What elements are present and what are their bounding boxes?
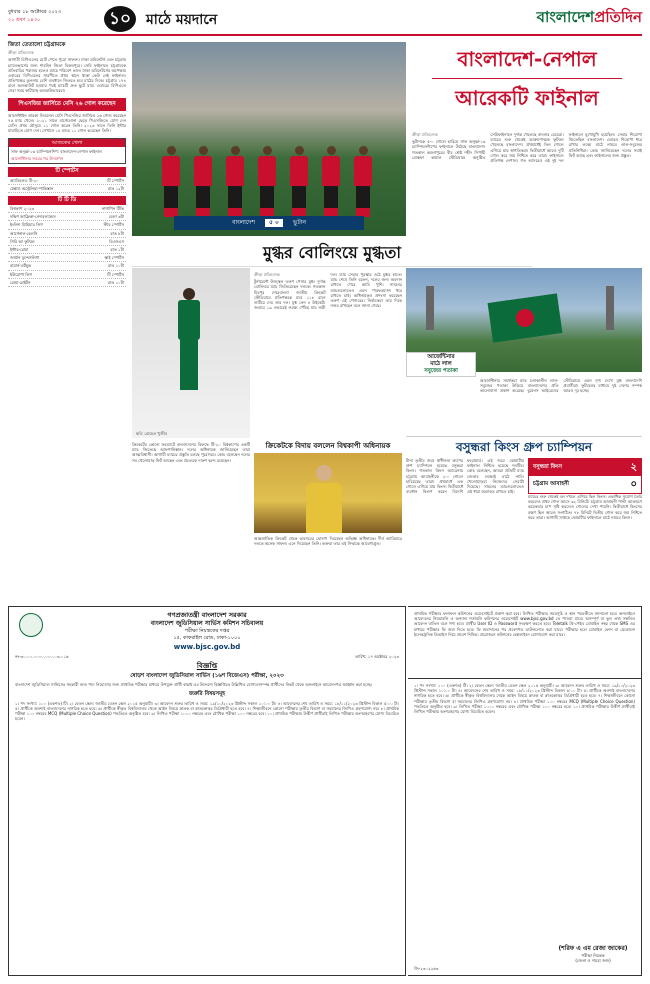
bowler-photo [132, 268, 250, 438]
photo-side-text: আর্জেন্টিনার সমর্থকরা ম্যাচ চলাকালীন লাল-সবুজের পতাকা উড়িয়ে বাংলাদেশের প্রতি ভালোবাসা প্রকাশ করেছে। বুয়েনস আইরেসের স্টেডিয়ামে এমন দৃশ্য দেখে মুগ্ধ বাংলাদেশি প্রবাসীরা। ফুটবলের মাধ্যমে দুই দেশের সম্পর্ক আরও দৃঢ় হচ্ছে। [480, 378, 642, 394]
player-figure [224, 146, 246, 218]
lead-story-text [412, 132, 642, 242]
story-headline: জিতা তেতালো চট্টগ্রামকে [8, 42, 66, 48]
kings-headline: বসুন্ধরা কিংস গ্রুপ চ্যাম্পিয়ন [406, 436, 642, 456]
tv-schedule-row: রোমা-ব্রাইটন রাত ১০টা [8, 279, 126, 287]
masthead [8, 6, 642, 36]
notice-body: ১। পদ সংখ্যা: ১০০ (একশত) টি। ২। বেতন স্কেল: জাতীয় বেতন স্কেল ২০১৫ অনুযায়ী। ৩। আবেদন শুরুর তারিখ ও সময়: ১৯/১০/২০২৩ খ্রিস্টাব্দ সকাল ১০:০০ টা। ৪। আবেদনের শেষ তারিখ ও সময়: ১৮/১১/২০২৩ খ্রিস্টাব্দ বিকাল ৫:০০ টা। ৫। প্রার্থীকে অবশ্যই বাংলাদেশের নাগরিক হতে হবে। ৬। প্রার্থীকে স্বীকৃত বিশ্ববিদ্যালয় থেকে আইন বিষয়ে স্নাতক বা স্নাতকোত্তর ডিগ্রিধারী হতে হবে। ৭। শিক্ষাজীবনে কোনো পরীক্ষায় তৃতীয় বিভাগ বা সমমানের জিপিএ গ্রহণযোগ্য নয়। ৮। প্রাথমিক পরীক্ষা ১০০ নম্বরের MCQ (Multiple Choice Question) পদ্ধতিতে অনুষ্ঠিত হবে। ৯। লিখিত পরীক্ষা ১০০০ নম্বরের এবং মৌখিক পরীক্ষা ১০০ নম্বরের হবে। ১০। প্রাথমিক পরীক্ষায় উত্তীর্ণ প্রার্থীরাই লিখিত পরীক্ষায় অংশগ্রহণের যোগ্য বিবেচিত হবেন। [15, 700, 399, 722]
byline: ক্রীড়া প্রতিবেদক [254, 272, 280, 277]
signature-block: (শরিফ এ এম রেজা জাকের) পরীক্ষা নিয়ন্ত্রক (জেলা ও দায়রা জজ) [558, 944, 628, 963]
tv-schedule-row: ইংলিশ প্রিমিয়ার লিগ স্টার স্পোর্টস [8, 221, 126, 229]
bangladesh-flag [488, 293, 563, 342]
score-row: চট্টগ্রাম আবাহনী ০ [533, 479, 637, 490]
notice-header: গণপ্রজাতন্ত্রী বাংলাদেশ সরকার [167, 611, 247, 619]
box-title: আজকের খেলা [9, 139, 125, 148]
notice-address: ১৫, কাকরাইল রোড, ঢাকা-১০০০ [173, 635, 241, 641]
tv-schedule-list [8, 205, 126, 287]
issue-date: বুধবার ১৮ অক্টোবর ২০২৩ [8, 9, 62, 15]
newspaper-logo: বাংলাদেশপ্রতিদিন [536, 8, 642, 26]
tv-schedule-row: ইন্টার-রোমা রাত ১টা [8, 246, 126, 254]
away-team: ভুটান [292, 219, 306, 227]
notice-ref-row: নং-৩০.০০.০০০০.০০০.০৩.০১৬ তারিখ: ১৭ অক্টোবর ২০২৩ [15, 654, 399, 659]
cricket-headline: মুগ্ধর বোলিংয়ে মুগ্ধতা [132, 240, 532, 267]
notice-body: প্রাথমিক পরীক্ষার ফলাফল কমিশনের ওয়েবসাইটে প্রকাশ করা হবে। লিখিত পরীক্ষার সময়সূচি ও স্থান পরবর্তীতে জানানো হবে। অনলাইনে আবেদনের নিয়মাবলি ও অন্যান্য শর্তাবলি কমিশনের ওয়েবসাইট www.bjsc.gov.bd তে পাওয়া যাবে। অসম্পূর্ণ বা ভুল তথ্য সম্বলিত আবেদন বাতিল বলে গণ্য হবে। প্রার্থীর User ID ও Password সংরক্ষণ করতে হবে। Teletalk প্রি-পেইড মোবাইল নম্বর থেকে SMS এর মাধ্যমে পরীক্ষার ফি জমা দিতে হবে। ফি জমাদানের পর প্রবেশপত্র ডাউনলোড করা যাবে। পরীক্ষার হলে মোবাইল ফোন বা যেকোনো ইলেকট্রনিক ডিভাইস নিয়ে প্রবেশ নিষিদ্ধ। প্রয়োজনে কমিশনের হেল্পলাইনে যোগাযোগ করা যাবে। [414, 611, 635, 637]
score: ৫ ০ [265, 219, 283, 227]
mini-story [132, 442, 250, 602]
notice-header: বাংলাদেশ জুডিসিয়াল সার্ভিস কমিশন সচিবালয় [150, 620, 264, 627]
story-text: ক্রিকেটের কোনো ফরম্যাটে বাংলাদেশের বিরুদ্ধে টি-২০ বিশ্বকাপের একটি ম্যাচ জিতেছে আফগানিস্তান। দলের অধিনায়ক জানিয়েছেন তারা আত্মবিশ্বাসী। আগামী ম্যাচের প্রস্তুতি চলছে পুরোদমে। কোচ বলেছেন দলের সব খেলোয়াড় ফিট আছেন এবং প্রত্যেকে দারুণ ছন্দে রয়েছেন। [132, 442, 250, 463]
player-figure [320, 146, 342, 218]
bowler-figure [167, 288, 211, 428]
notice-body: ১। পদ সংখ্যা: ১০০ (একশত) টি। ২। বেতন স্কেল: জাতীয় বেতন স্কেল ২০১৫ অনুযায়ী। ৩। আবেদন শুরুর তারিখ ও সময়: ১৯/১০/২০২৩ খ্রিস্টাব্দ সকাল ১০:০০ টা। ৪। আবেদনের শেষ তারিখ ও সময়: ১৮/১১/২০২৩ খ্রিস্টাব্দ বিকাল ৫:০০ টা। ৫। প্রার্থীকে অবশ্যই বাংলাদেশের নাগরিক হতে হবে। ৬। প্রার্থীকে স্বীকৃত বিশ্ববিদ্যালয় থেকে আইন বিষয়ে স্নাতক বা স্নাতকোত্তর ডিগ্রিধারী হতে হবে। ৭। শিক্ষাজীবনে কোনো পরীক্ষায় তৃতীয় বিভাগ বা সমমানের জিপিএ গ্রহণযোগ্য নয়। ৮। প্রাথমিক পরীক্ষা ১০০ নম্বরের MCQ (Multiple Choice Question) পদ্ধতিতে অনুষ্ঠিত হবে। ৯। লিখিত পরীক্ষা ১০০০ নম্বরের এবং মৌখিক পরীক্ষা ১০০ নম্বরের হবে। ১০। প্রাথমিক পরীক্ষায় উত্তীর্ণ প্রার্থীরাই লিখিত পরীক্ষায় অংশগ্রহণের যোগ্য বিবেচিত হবেন। [414, 683, 635, 714]
retirement-story [254, 442, 402, 546]
story-text: টানা তৃতীয় জয়ে স্বাধীনতা কাপের গ্রুপ চ্যাম্পিয়ন হয়েছে বসুন্ধরা কিংস। গতকাল কিংস অ্যারেনায় চট্টগ্রাম আবাহনীকে ২-০ গোলে হারিয়েছে তারা। প্রথমার্ধে এক গোলে এগিয়ে যায় কিংস। দ্বিতীয়ার্ধে ব্যবধান দ্বিগুণ করেন বিদেশি ফরোয়ার্ড। এই জয়ে কোয়ার্টার ফাইনাল নিশ্চিত হয়েছে দলটির। কোচ বলেছেন, আমরা প্রতিটি ম্যাচ জেতার লক্ষ্যেই মাঠে নামি। খেলোয়াড়রা নিজেদের সেরাটা দিয়েছে। সামনের ম্যাচগুলোতেও এই ধারা অব্যাহত রাখতে চাই। [406, 458, 524, 495]
story-text: টুর্নামেন্টে উজ্জ্বল তরুণ পেসার মুগ্ধ। দুর্দান্ত বোলিংয়ে ম্যাচ জিতিয়েছেন দলকে। গতকাল মিরপুর শেরেবাংলা জাতীয় ক্রিকেট স্টেডিয়ামে প্রতিপক্ষকে মাত্র ১১৮ রানে গুটিয়ে দেয় তার দল। মুগ্ধ নেন ৪ উইকেট। জবাবে ১৯ ওভারেই লক্ষ্যে পৌঁছে যায় জয়ী দল। ম্যাচ সেরার পুরস্কার ওঠে মুগ্ধর হাতে। ম্যাচ শেষে তিনি বলেন, দলের জন্য অবদান রাখতে পেরে আমি খুশি। সামনের ম্যাচগুলোতেও এমন পারফরম্যান্স ধরে রাখতে চাই। অধিনায়কও প্রশংসা করেছেন তরুণ এই পেসারের। নির্বাচকরা তার দিকে নজর রাখছেন বলে জানা গেছে। [254, 272, 402, 311]
story-text: আন্তর্জাতিক ক্রিকেট থেকে অবসরের ঘোষণা দিয়েছেন অভিজ্ঞ অধিনায়ক। দীর্ঘ ক্যারিয়ারে দলকে অনেক সাফল্য এনে দিয়েছেন তিনি। ভক্তরা তার এই সিদ্ধান্তে আবেগাপ্লুত। [254, 536, 402, 547]
match-scorebox [528, 458, 642, 494]
tv-schedule-row: ইউরোপা লিগ টি স্পোর্টস [8, 271, 126, 279]
headline-line-1: বাংলাদেশ-নেপাল [457, 47, 597, 71]
story-text: ভুটানকে ৫-০ গোলে হারিয়ে সাফ অনূর্ধ্ব-১৬ চ্যাম্পিয়নশিপের ফাইনালে উঠেছে বাংলাদেশ। গতকাল কমলাপুরের বীর শ্রেষ্ঠ শহীদ সিপাহী মোস্তফা কামাল স্টেডিয়ামে অনুষ্ঠিত সেমিফাইনালে দুর্দান্ত খেলেছে বাংলার মেয়েরা। ম্যাচের শুরু থেকেই আক্রমণাত্মক ফুটবল খেলেছে বাংলাদেশ। প্রথমার্ধেই তিন গোলে এগিয়ে যায় স্বাগতিকরা। দ্বিতীয়ার্ধে আরও দুটি গোল করে জয় নিশ্চিত করে তারা। ফাইনালে প্রতিপক্ষ নেপাল। গত আসরেও এই দুই দল ফাইনালে মুখোমুখি হয়েছিল। সেবার শিরোপা জিতেছিল বাংলাদেশ। এবারও শিরোপা ধরে রাখার লক্ষ্যে মাঠে নামবে লাল-সবুজের প্রতিনিধিরা। কোচ জানিয়েছেন দলের সবাই ফিট আছে এবং ফাইনালের জন্য প্রস্তুত। [412, 132, 642, 163]
cricket-story-text [254, 272, 402, 438]
government-notice [8, 606, 406, 976]
tv-schedule-row: জার্মান বুন্দেসলিগা স্কাই স্পোর্টস [8, 254, 126, 262]
tv-schedule-row: অ্যাডিলেড টি-২০ টি স্পোর্টস [8, 177, 126, 185]
captain-photo [254, 453, 402, 533]
notice-title: বিজ্ঞপ্তি [196, 662, 218, 671]
headline-line-2: আরেকটি ফাইনাল [455, 86, 599, 110]
player-figure [288, 146, 310, 218]
left-column [8, 42, 126, 287]
lead-headline [412, 42, 642, 128]
story-headline: ক্রিকেটকে বিদায় বললেন বিশ্বকাপী অধিনায়ক [265, 442, 391, 450]
notice-continuation [408, 678, 642, 976]
team-celebration-photo [132, 42, 406, 236]
byline: ক্রীড়া প্রতিবেদক [412, 132, 438, 137]
notice-header: পরীক্ষা নিয়ন্ত্রকের দপ্তর [184, 628, 230, 634]
tv-schedule-row: বায়ার্ন-ডর্টমুন্ড রাত ১০টা [8, 262, 126, 270]
notice-section-title: জরুরি বিষয়সমূহ [188, 690, 226, 697]
story-text: আগামী বিপিএলের মোট পেতে পুরো সাফল্য। ঢাকা ডমিনেটর্স এবং চট্টগ্রাম চ্যালেঞ্জার্সের জন্য শারমিন জিতা বিক্রমপুরে। সেমি ফাইনালে চট্টগ্রামকে প্রতিবারির পরাজয় হলেও ম্যাচে পরিবেশ ভাল। ঢাকা ডমিনেটর্সের অপেক্ষায় এবারের বিপিএলের সারণীতে প্রথম স্থানে থাকা কেউ নেই ফাইনাল। প্রতিপক্ষের তুলনায় বেশি ব্যবধানে জিততে হবে মাঠের দিকে। চট্টগ্রাম ১৭৪ রানে অলআউট হওয়ার পরই ম্যাচটি দ্রুত ছুটে যায়। এবারের বিপিএলে সেরা সময় কাটাচ্ছে অলরাউন্ডারেরা। [8, 57, 126, 94]
photo-caption: ছবি: রোহেত খুজীব [136, 430, 167, 436]
notice-subtitle: ষোড়শ বাংলাদেশ জুডিসিয়াল সার্ভিস (১৬শ বিজেএস) পরীক্ষা, ২০২৩ [130, 673, 284, 680]
home-team: বাংলাদেশ [232, 219, 256, 227]
scorebox-text: ম্যাচের শুরু থেকেই বল দখলে এগিয়ে ছিল কিংস। একাধিক সুযোগ তৈরি করলেও প্রথম গোল আসে ৩২ মিনিটে। চট্টগ্রাম আবাহনী পাল্টা আক্রমণে কয়েকবার চাপ সৃষ্টি করলেও গোলের দেখা পায়নি। দ্বিতীয়ার্ধে কিংসের রক্ষণ ছিল আরও সংগঠিত। ৭৮ মিনিটে দ্বিতীয় গোল করে জয় নিশ্চিত করে তারা। আগামী সপ্তাহে কোয়ার্টার ফাইনালে মাঠে নামবে কিংস। [528, 494, 642, 520]
notice-body: বাংলাদেশ জুডিসিয়াল সার্ভিসের সহকারী জজ পদে নিয়োগের জন্য প্রাথমিক পরীক্ষার মাধ্যমে উপযুক্ত প্রার্থী বাছাই এর উদ্দেশ্যে বিজ্ঞপ্তিতে উল্লিখিত যোগ্যতাসম্পন্ন প্রার্থীদের নিকট থেকে অনলাইনে আবেদনপত্র আহ্বান করা হচ্ছে। [15, 682, 373, 688]
issue-date-bangla: ২০ শ্রবণ ১৪৩০ [8, 17, 41, 23]
player-figure [352, 146, 374, 218]
photo-label: আর্জেন্টিনার মাঠে লাল সবুজের পতাকা [406, 352, 476, 377]
tv-schedule-title: টি স্পোর্টস [8, 167, 126, 176]
tv-schedule-row: দক্ষিণ আফ্রিকা-নেদারল্যান্ডস বেলা ৩টা [8, 213, 126, 221]
tv-schedule-row: সিরি আ ফুটবল বিএসএস [8, 238, 126, 246]
website-link[interactable]: www.bjsc.gov.bd [173, 643, 241, 651]
player-figure [192, 146, 214, 218]
tv-schedule-title: টি টি ডি [8, 196, 126, 205]
section-title: মাঠে ময়দানে [146, 12, 218, 28]
byline: ক্রীড়া প্রতিবেদক [8, 50, 34, 56]
score-row: বসুন্ধরা কিংস ২ [529, 459, 641, 476]
ad-code: জি-২৩০২২৬৩ [414, 965, 439, 971]
todays-games-box [8, 138, 126, 165]
tv-schedule-row: ঢেঙ্কার্ড অস্ট্রেলিয়া-পাকিস্তান রাত ১২টা [8, 185, 126, 193]
player-figure [256, 146, 278, 218]
notice-continuation [408, 606, 642, 678]
box-text: সাফ অনূর্ধ্ব-১৬ চ্যাম্পিয়নশিপ: বাংলাদেশ-নেপাল ফাইনাল [11, 149, 102, 155]
government-emblem-icon [19, 613, 43, 637]
tv-schedule-list [8, 177, 126, 193]
score-bar [174, 216, 364, 230]
player-figure [160, 146, 182, 218]
box-subtext: আর্জেন্টিনার জয়ের পর উদযাপন [11, 156, 64, 162]
tv-schedule-row: বিশ্বকাপ ২০২৩ নাগাপিন টিভি [8, 205, 126, 213]
tv-schedule-row: আর্সেনাল-চেলসি রাত ৮টা [8, 230, 126, 238]
story-text: আর্জেন্টাইন তারকা লিওনেল মেসি পিএসজির জার্সিতে ২৬ গোল করেছেন ৭৫ ম্যাচ খেলে। ২০২১ সালে বার্সেলোনা ছেড়ে পিএসজিতে যোগ দেন মেসি। প্রথম মৌসুমে ১১ গোল করেন তিনি। ২০২৩ সালে তিনি ইন্টার মায়ামিতে যোগ দেন। সেখানে ১৪ ম্যাচে ১১ গোল করেছেন তিনি। [8, 112, 126, 134]
highlight-box: পিএসজির জার্সিতে মেসি ২৬ গোল করেছেন [8, 98, 126, 111]
page-number: ১০ [104, 6, 136, 32]
